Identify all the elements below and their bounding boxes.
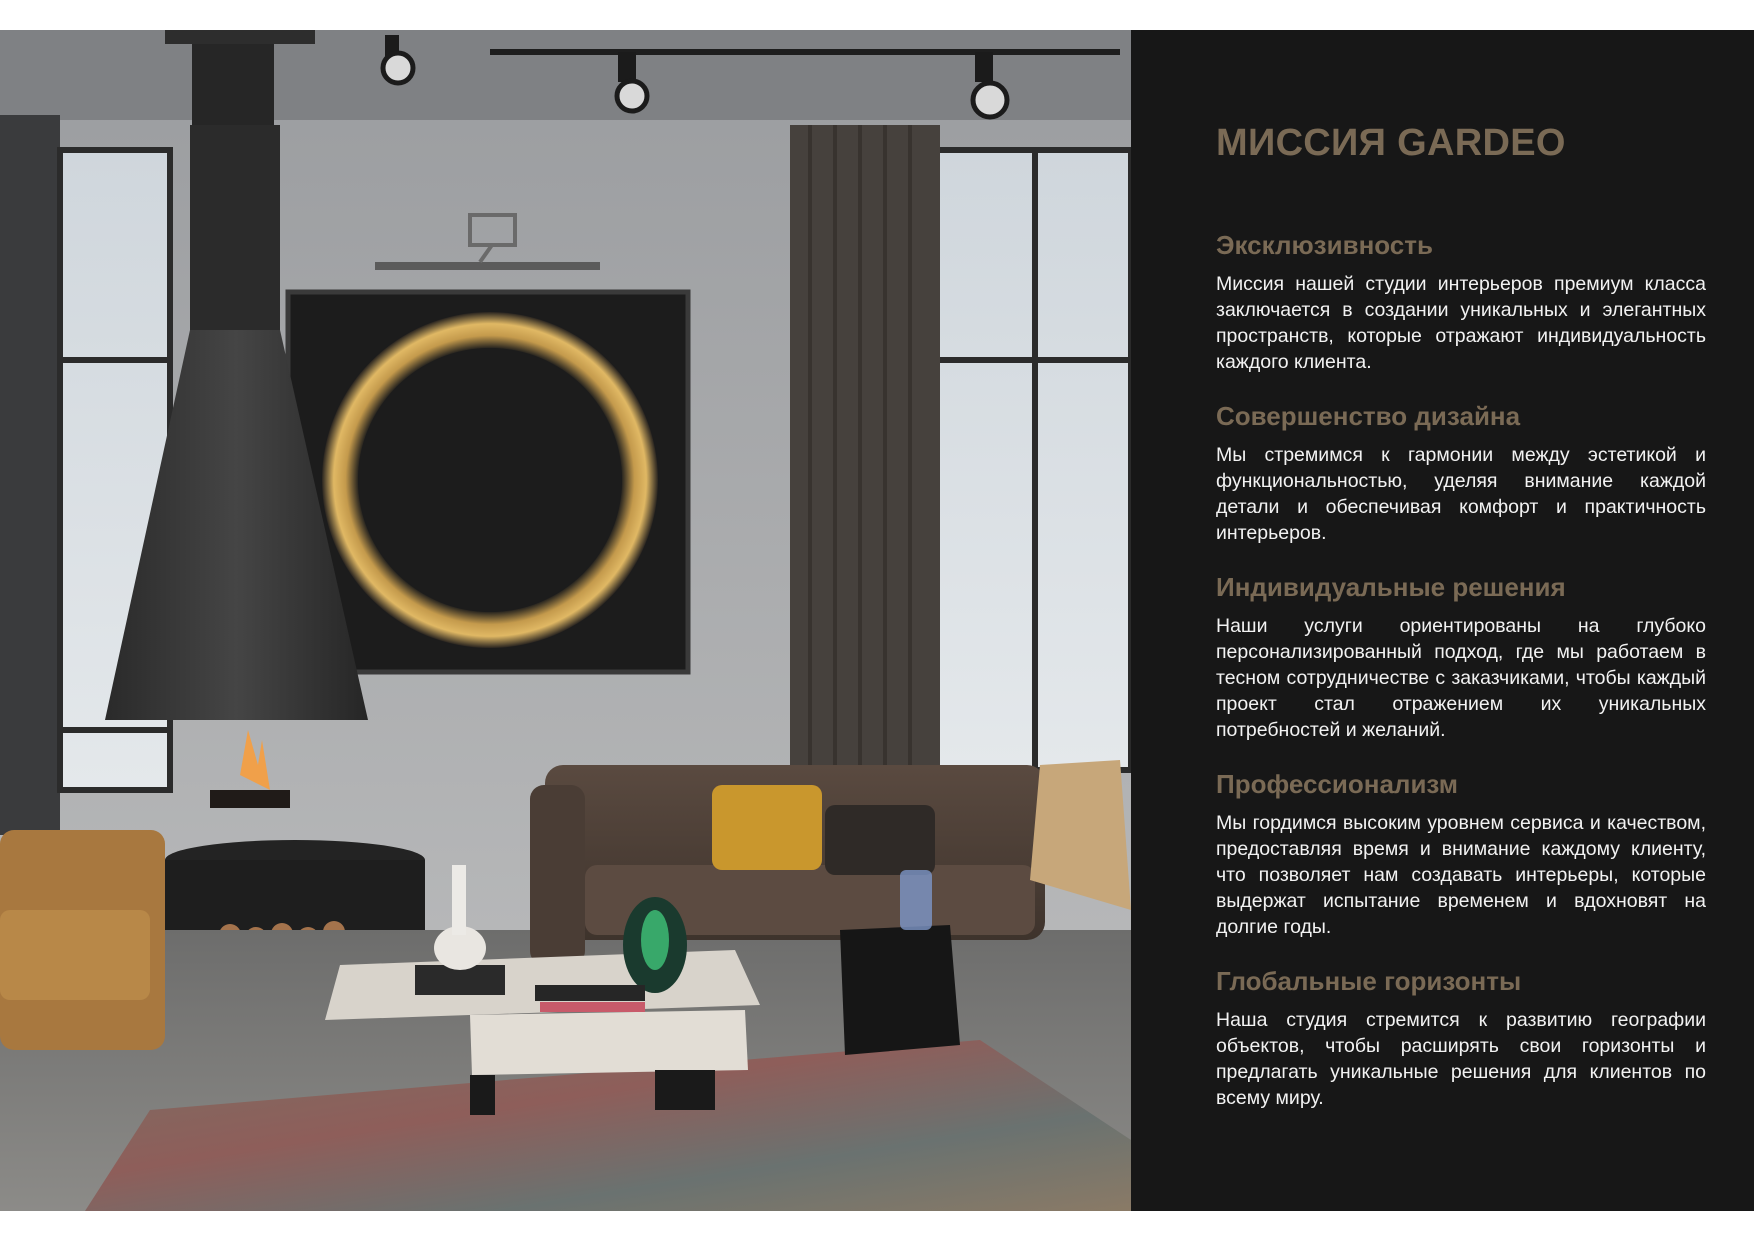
interior-photo (0, 30, 1131, 1211)
section-global-horizons (1216, 966, 1706, 1111)
section-heading: Эксклюзивность (1216, 230, 1433, 260)
section-heading: Профессионализм (1216, 769, 1458, 799)
section-professionalism (1216, 769, 1706, 940)
mission-panel (1131, 30, 1754, 1211)
section-heading: Глобальные горизонты (1216, 966, 1522, 996)
section-body: Мы стремимся к гармонии между эстетикой и функциональностью, уделяя внимание каждой детали и обеспечивая комфорт и практичность интерьеров. (1216, 444, 1706, 544)
living-room-illustration (0, 30, 1131, 1211)
section-individual-solutions (1216, 572, 1706, 743)
section-body: Наши услуги ориентированы на глубоко персонализированный подход, где мы работаем в тесном сотрудничестве с заказчиками, чтобы каждый проект стал отражением их уникальных потребностей и желаний. (1216, 615, 1706, 741)
mission-sections (1216, 230, 1706, 1111)
section-body: Мы гордимся высоким уровнем сервиса и качеством, предоставляя время и внимание каждому клиенту, что позволяет нам создавать интерьеры, которые выдержат испытание временем и вдохновят на долгие годы. (1216, 812, 1706, 938)
section-heading: Совершенство дизайна (1216, 401, 1521, 431)
section-design-perfection (1216, 401, 1706, 546)
page-spread (0, 30, 1754, 1211)
page-title: МИССИЯ GARDEO (1216, 122, 1566, 164)
section-body: Наша студия стремится к развитию географии объектов, чтобы расширять свои горизонты и предлагать уникальные решения для клиентов по всему миру. (1216, 1009, 1706, 1109)
section-body: Миссия нашей студии интерьеров премиум класса заключается в создании уникальных и элегантных пространств, которые отражают индивидуальность каждого клиента. (1216, 273, 1706, 373)
section-heading: Индивидуальные решения (1216, 572, 1566, 602)
section-exclusivity (1216, 230, 1706, 375)
